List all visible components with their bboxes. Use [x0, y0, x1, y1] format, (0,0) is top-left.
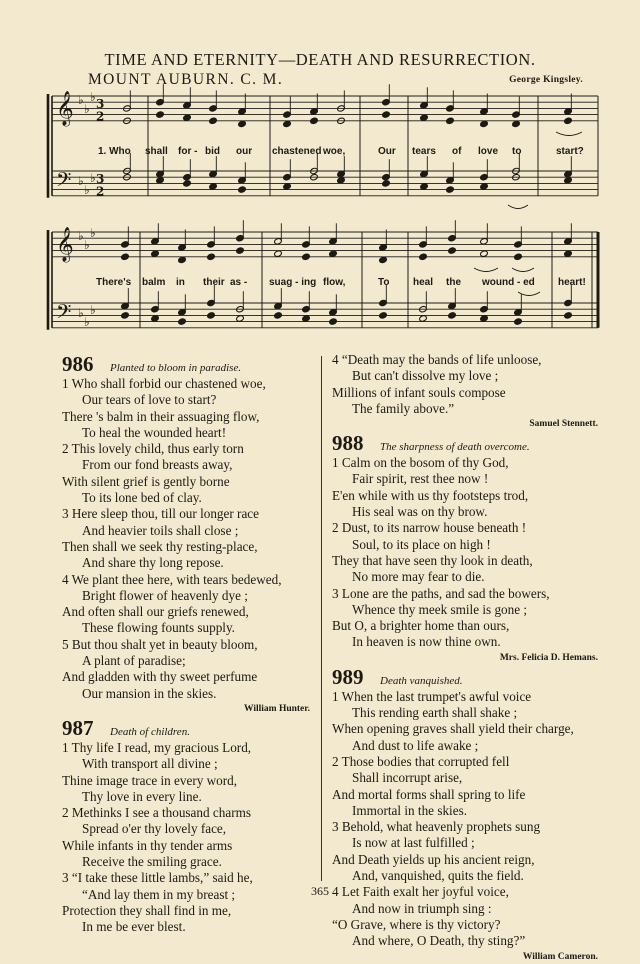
note-head: [480, 183, 489, 190]
verse-line: But can't dissolve my love ;: [352, 368, 499, 384]
hymn-title: Death of children.: [110, 725, 190, 738]
verse-line: E'en while with us thy footsteps trod,: [332, 487, 529, 503]
verse-line: 4 We plant thee here, with tears bedewed,: [62, 571, 282, 587]
verse-line: And where, O Death, thy sting?”: [352, 933, 526, 949]
verse-line: With silent grief is gently borne: [62, 473, 230, 489]
flat-sign: ♭: [90, 303, 96, 317]
verse-line: Fair spirit, rest thee now !: [352, 471, 489, 487]
note-head: [236, 315, 245, 322]
note-head: [514, 253, 523, 260]
page-number: 365: [311, 884, 329, 898]
lyric-syllable: heart!: [558, 277, 586, 288]
verse-line: But O, a brighter home than ours,: [332, 618, 510, 634]
spacer: [62, 936, 314, 940]
hymn-header: [332, 665, 602, 689]
verse-line: To its lone bed of clay.: [82, 490, 202, 506]
flat-sign: ♭: [78, 229, 84, 243]
verse-line: These flowing founts supply.: [82, 620, 235, 636]
slur: [512, 268, 534, 272]
lyric-syllable: start?: [556, 146, 584, 157]
note-head: [382, 111, 391, 118]
note-head: [310, 117, 319, 124]
note-head: [183, 114, 192, 121]
verse-line: Immortal in the skies.: [352, 802, 468, 818]
flat-sign: ♭: [84, 183, 90, 197]
hymn-block: [62, 716, 314, 940]
hymn-title: Planted to bloom in paradise.: [110, 362, 242, 374]
tune-name: MOUNT AUBURN. C. M.: [88, 71, 284, 88]
verse-line: 3 Behold, what heavenly prophets sung: [332, 819, 541, 835]
lyric-syllable: Our: [378, 146, 396, 157]
time-signature-top: 3: [96, 97, 105, 111]
verse-line: And heavier toils shall close ;: [82, 522, 239, 538]
time-signature-top: 3: [96, 172, 105, 186]
verse-line: “O Grave, where is thy victory?: [332, 916, 501, 932]
verse-line: “And lay them in my breast ;: [82, 886, 236, 902]
lyric-syllable: tears: [412, 146, 436, 157]
lyric-syllable: wound - ed: [482, 277, 535, 288]
hymn-block: [332, 352, 602, 431]
verse-line: 2 Methinks I see a thousand charms: [62, 805, 251, 821]
verse-line: And often shall our griefs renewed,: [62, 604, 249, 620]
flat-sign: ♭: [90, 226, 96, 240]
verse-line: Then shall we seek thy resting-place,: [62, 538, 258, 554]
verse-line: 1 When the last trumpet's awful voice: [332, 688, 532, 704]
note-head: [419, 253, 428, 260]
lyric-syllable: bid: [205, 146, 220, 157]
verse-line: And, vanquished, quits the field.: [352, 868, 524, 884]
verse-line: 4 “Death may the bands of life unloose,: [332, 352, 542, 367]
hymn-number: 986: [62, 352, 94, 376]
right-column: [332, 352, 602, 964]
flat-sign: ♭: [78, 174, 84, 188]
note-head: [564, 250, 573, 257]
lyric-syllable: for -: [178, 146, 198, 157]
verse-line: Spread o'er thy lovely face,: [82, 821, 227, 837]
lyric-syllable: shall: [145, 146, 168, 157]
note-head: [329, 318, 338, 325]
verse-line: Whence thy meek smile is gone ;: [352, 601, 528, 617]
verse-line: There 's balm in their assuaging flow,: [62, 408, 260, 424]
note-head: [564, 312, 573, 319]
verse-line: 2 This lovely child, thus early torn: [62, 441, 244, 457]
left-column: [62, 352, 314, 940]
verse-line: And now in triumph sing :: [352, 900, 492, 916]
verse-line: Our tears of love to start?: [82, 392, 217, 408]
flat-sign: ♭: [78, 306, 84, 320]
section-title: TIME AND ETERNITY—DEATH AND RESURRECTION.: [104, 50, 536, 69]
lyric-syllable: chastened: [272, 146, 322, 157]
note-head: [419, 315, 428, 322]
lyric-syllable: To: [378, 277, 390, 288]
verse-line: And gladden with thy sweet perfume: [62, 669, 258, 685]
note-head: [446, 117, 455, 124]
verse-line: 1 Who shall forbid our chastened woe,: [62, 376, 266, 391]
note-head: [156, 111, 165, 118]
note-head: [238, 186, 247, 193]
verse-line: And Death yields up his ancient reign,: [332, 851, 535, 867]
lyric-syllable: suag - ing: [269, 277, 317, 288]
lyric-syllable: balm: [142, 277, 166, 288]
slur: [474, 268, 498, 272]
hymn-author: Samuel Stennett.: [529, 419, 598, 430]
lyric-syllable: 1. Who: [98, 146, 131, 157]
hymn-title: The sharpness of death overcome.: [380, 441, 530, 454]
verse-line: Protection they shall find in me,: [62, 902, 232, 918]
verse-line: 2 Dust, to its narrow house beneath !: [332, 520, 527, 536]
verse-line: And share thy long repose.: [82, 555, 224, 571]
hymn-author: Mrs. Felicia D. Hemans.: [499, 652, 598, 663]
note-head: [209, 183, 218, 190]
note-head: [480, 120, 489, 127]
hymn-header: [62, 352, 314, 376]
verse-line: To heal the wounded heart!: [82, 424, 227, 440]
treble-clef: 𝄞: [56, 227, 74, 262]
verse-line: In heaven is now thine own.: [352, 634, 501, 650]
hymn-block: [332, 431, 602, 665]
note-head: [151, 315, 160, 322]
time-signature-bottom: 2: [96, 109, 105, 124]
note-head: [512, 120, 521, 127]
note-head: [207, 312, 216, 319]
note-head: [274, 312, 283, 319]
lyric-syllable: woe,: [323, 146, 346, 157]
verse-line: 3 “I take these little lambs,” said he,: [62, 870, 253, 886]
note-head: [121, 312, 130, 319]
lyric-syllable: their: [203, 277, 225, 288]
bass-clef: 𝄢: [56, 168, 72, 196]
verse-line: 4 Let Faith exalt her joyful voice,: [332, 884, 509, 900]
verse-line: Our mansion in the skies.: [82, 685, 217, 701]
note-head: [283, 120, 292, 127]
verse-line: Thy love in every line.: [82, 788, 202, 804]
note-head: [446, 186, 455, 193]
note-head: [207, 253, 216, 260]
lyric-syllable: the: [446, 277, 461, 288]
hymn-title: Death vanquished.: [380, 674, 463, 687]
note-head: [178, 318, 187, 325]
lyric-syllable: in: [176, 277, 185, 288]
note-head: [448, 312, 457, 319]
verse-line: This rending earth shall shake ;: [352, 705, 518, 721]
verse-line: A plant of paradise;: [82, 653, 186, 669]
hymn-header: [62, 716, 314, 740]
flat-sign: ♭: [78, 93, 84, 107]
note-head: [238, 120, 247, 127]
note-head: [156, 177, 165, 184]
bass-clef: 𝄢: [56, 300, 72, 328]
verse-line: When opening graves shall yield their charge,: [332, 721, 574, 737]
note-head: [379, 312, 388, 319]
note-head: [151, 250, 160, 257]
note-head: [564, 117, 573, 124]
verse-line: While infants in thy tender arms: [62, 837, 233, 853]
lyric-syllable: flow,: [323, 277, 346, 288]
lyric-syllable: There's: [96, 277, 132, 288]
note-head: [121, 253, 130, 260]
treble-clef: 𝄞: [56, 91, 74, 126]
verse-line: And dust to life awake ;: [352, 737, 479, 753]
note-head: [514, 318, 523, 325]
verse-line: And mortal forms shall spring to life: [332, 786, 526, 802]
note-head: [183, 180, 192, 187]
verse-line: With transport all divine ;: [82, 756, 218, 772]
hymn-number: 988: [332, 431, 364, 456]
slur: [556, 132, 582, 136]
verse-line: In me be ever blest.: [82, 919, 186, 935]
note-head: [564, 177, 573, 184]
hymn-author: William Hunter.: [244, 703, 310, 714]
verse-line: Is now at last fulfilled ;: [352, 835, 475, 851]
note-head: [480, 250, 489, 257]
verse-line: Soul, to its place on high !: [352, 536, 491, 552]
time-signature-bottom: 2: [96, 184, 105, 199]
verse-line: Bright flower of heavenly dye ;: [82, 587, 248, 603]
music-score: [0, 0, 640, 352]
hymn-header: [332, 431, 602, 455]
note-head: [283, 183, 292, 190]
verse-line: 2 Those bodies that corrupted fell: [332, 753, 510, 769]
hymn-block: [332, 665, 602, 964]
note-head: [379, 256, 388, 263]
verse-line: Thine image trace in every word,: [62, 772, 238, 788]
lyric-syllable: love: [478, 146, 499, 157]
verse-line: 1 Thy life I read, my gracious Lord,: [62, 739, 252, 755]
hymn-author: William Cameron.: [522, 951, 598, 962]
lyric-syllable: to: [512, 146, 522, 157]
flat-sign: ♭: [84, 238, 90, 252]
flat-sign: ♭: [90, 90, 96, 104]
note-head: [480, 315, 489, 322]
verse-line: 3 Lone are the paths, and sad the bowers,: [332, 585, 550, 601]
verse-line: They that have seen thy look in death,: [332, 552, 533, 568]
verse-line: 1 Calm on the bosom of thy God,: [332, 455, 509, 471]
note-head: [178, 256, 187, 263]
verse-line: Receive the smiling grace.: [82, 854, 222, 870]
hymn-block: [62, 352, 314, 716]
note-head: [236, 247, 245, 254]
flat-sign: ♭: [90, 171, 96, 185]
note-head: [420, 114, 429, 121]
verse-line: Shall incorrupt arise,: [352, 770, 463, 786]
verse-line: Millions of infant souls compose: [332, 384, 506, 400]
composer: George Kingsley.: [509, 75, 583, 85]
column-divider: [321, 356, 322, 881]
verse-line: 3 Here sleep thou, till our longer race: [62, 506, 260, 522]
verse-line: The family above.”: [352, 400, 455, 416]
lyric-syllable: heal: [413, 277, 434, 288]
verse-line: From our fond breasts away,: [82, 457, 233, 473]
verse-line: 5 But thou shalt yet in beauty bloom,: [62, 636, 258, 652]
lyric-syllable: our: [236, 146, 253, 157]
note-head: [274, 250, 283, 257]
lyric-syllable: of: [452, 146, 462, 157]
note-head: [420, 183, 429, 190]
verse-line: His seal was on thy brow.: [352, 504, 488, 520]
flat-sign: ♭: [84, 102, 90, 116]
note-head: [329, 250, 338, 257]
hymn-number: 989: [332, 664, 364, 689]
note-head: [337, 177, 346, 184]
hymn-number: 987: [62, 715, 94, 740]
note-head: [382, 180, 391, 187]
note-head: [302, 315, 311, 322]
note-head: [448, 247, 457, 254]
flat-sign: ♭: [84, 315, 90, 329]
note-head: [302, 253, 311, 260]
lyric-syllable: as -: [230, 277, 248, 288]
note-head: [209, 117, 218, 124]
verse-line: No more may fear to die.: [352, 569, 485, 585]
slur: [508, 205, 528, 209]
